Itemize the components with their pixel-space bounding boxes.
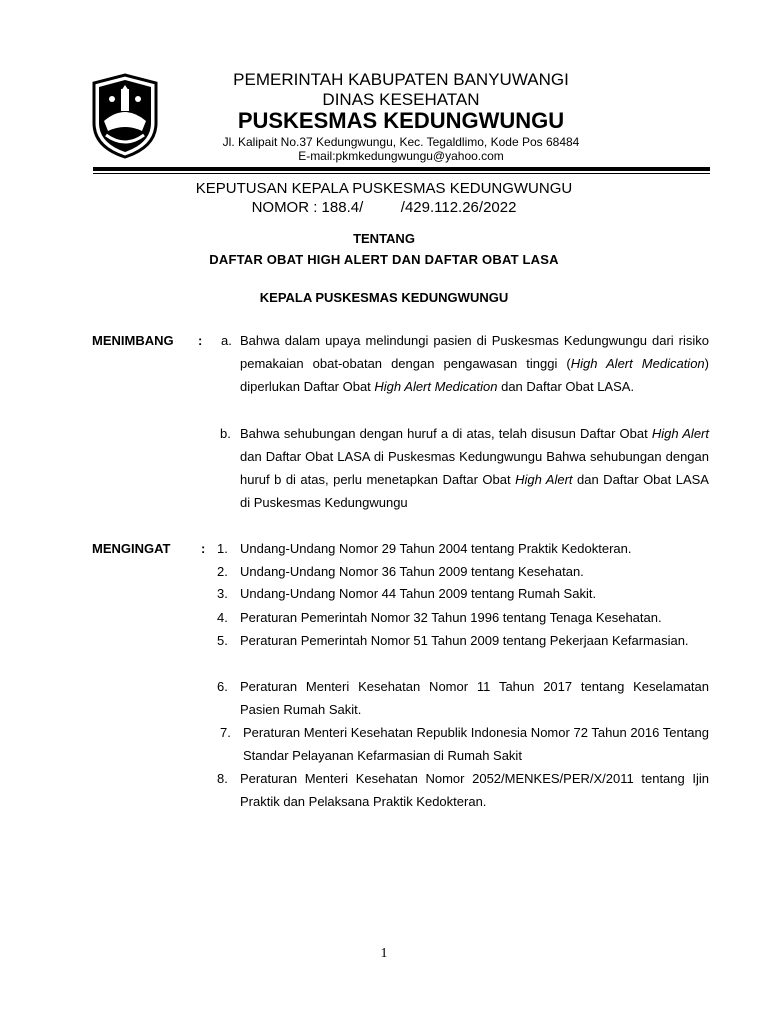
- letterhead-divider-thin: [93, 173, 710, 174]
- mengingat-marker: 2.: [217, 564, 228, 579]
- menimbang-marker-b: b.: [220, 426, 231, 441]
- decree-subject: DAFTAR OBAT HIGH ALERT DAN DAFTAR OBAT LASA: [209, 252, 559, 267]
- mengingat-marker: 6.: [217, 679, 228, 694]
- mengingat-item: Peraturan Menteri Kesehatan Nomor 2052/MENKES/PER/X/2011 tentang Ijin Praktik dan Pelaksana Praktik Kedokteran.: [240, 771, 709, 809]
- page-number: 1: [380, 946, 388, 961]
- mengingat-item: Peraturan Pemerintah Nomor 51 Tahun 2009 tentang Pekerjaan Kefarmasian.: [240, 633, 689, 648]
- decree-about-heading: TENTANG: [353, 231, 415, 246]
- mengingat-item: Peraturan Menteri Kesehatan Nomor 11 Tahun 2017 tentang Keselamatan Pasien Rumah Sakit.: [240, 679, 709, 717]
- decree-number: NOMOR : 188.4/ /429.112.26/2022: [251, 199, 517, 216]
- mengingat-colon: :: [201, 541, 206, 556]
- mengingat-marker: 8.: [217, 771, 228, 786]
- menimbang-colon: :: [198, 333, 203, 348]
- mengingat-marker: 1.: [217, 541, 228, 556]
- letterhead-email: E-mail:pkmkedungwungu@yahoo.com: [298, 149, 504, 163]
- mengingat-label: MENGINGAT: [92, 541, 171, 556]
- letterhead-department: DINAS KESEHATAN: [322, 90, 480, 109]
- mengingat-item: Undang-Undang Nomor 29 Tahun 2004 tentang Praktik Kedokteran.: [240, 541, 632, 556]
- letterhead-divider-thick: [93, 167, 710, 171]
- mengingat-item: Peraturan Menteri Kesehatan Republik Indonesia Nomor 72 Tahun 2016 Tentang Standar Pelayanan Kefarmasian di Rumah Sakit: [243, 725, 709, 763]
- mengingat-item: Undang-Undang Nomor 44 Tahun 2009 tentang Rumah Sakit.: [240, 586, 597, 601]
- mengingat-item: Peraturan Pemerintah Nomor 32 Tahun 1996 tentang Tenaga Kesehatan.: [240, 610, 662, 625]
- regency-emblem-logo: [90, 73, 160, 159]
- menimbang-label: MENIMBANG: [92, 333, 174, 348]
- mengingat-marker: 7.: [220, 725, 231, 740]
- decree-authority: KEPALA PUSKESMAS KEDUNGWUNGU: [259, 290, 509, 305]
- mengingat-item: Undang-Undang Nomor 36 Tahun 2009 tentang Kesehatan.: [240, 564, 584, 579]
- menimbang-item-b: Bahwa sehubungan dengan huruf a di atas, telah disusun Daftar Obat High Alert dan Daftar Obat LASA di Puskesmas Kedungwungu Bahwa sehubungan dengan huruf b di atas, perlu menetapkan Daftar Obat High Alert dan Daftar Obat LASA di Puskesmas Kedungwungu: [240, 426, 709, 510]
- mengingat-marker: 3.: [217, 586, 228, 601]
- letterhead-address: Jl. Kalipait No.37 Kedungwungu, Kec. Tegaldlimo, Kode Pos 68484: [222, 135, 580, 149]
- menimbang-item-a: Bahwa dalam upaya melindungi pasien di Puskesmas Kedungwungu dari risiko pemakaian obat-obatan dengan pengawasan tinggi (High Alert Medication) diperlukan Daftar Obat High Alert Medication dan Daftar Obat LASA.: [240, 333, 709, 394]
- letterhead-government: PEMERINTAH KABUPATEN BANYUWANGI: [233, 70, 569, 89]
- letterhead-institution: PUSKESMAS KEDUNGWUNGU: [237, 108, 565, 133]
- menimbang-marker-a: a.: [221, 333, 232, 348]
- mengingat-marker: 5.: [217, 633, 228, 648]
- decree-title: KEPUTUSAN KEPALA PUSKESMAS KEDUNGWUNGU: [195, 180, 573, 197]
- mengingat-marker: 4.: [217, 610, 228, 625]
